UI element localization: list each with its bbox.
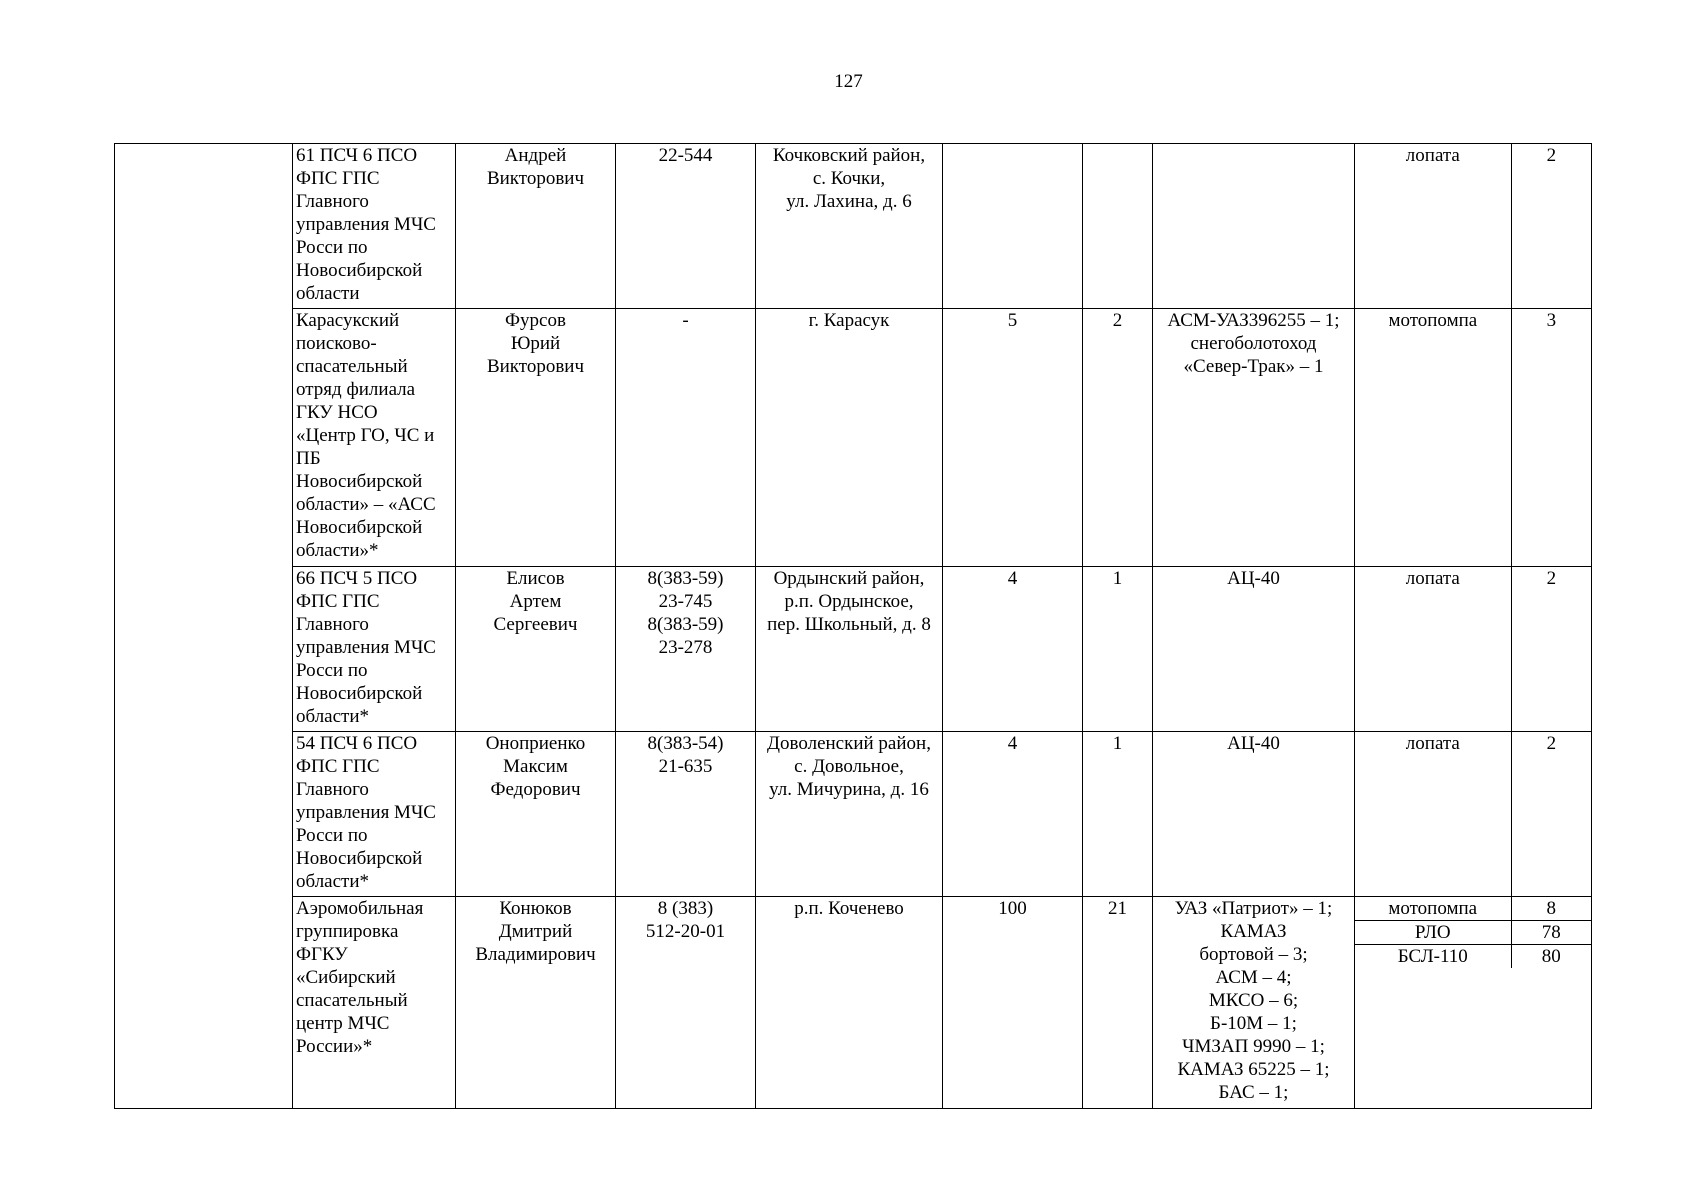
equipment-qty-cell: 80: [1541, 946, 1561, 967]
personnel-cell: [943, 144, 1083, 309]
personnel-cell: 4: [943, 732, 1083, 897]
personnel-cell: 5: [943, 309, 1083, 567]
units-cell: [1083, 144, 1153, 309]
personnel-cell: 100: [943, 897, 1083, 1109]
equipment-qty-cell: 3: [1511, 309, 1591, 567]
phone-cell: 8 (383) 512-20-01: [616, 897, 756, 1109]
vehicles-cell: АЦ-40: [1153, 732, 1355, 897]
organization-cell: Карасукский поисково- спасательный отряд филиала ГКУ НСО «Центр ГО, ЧС и ПБ Новосибирской области» – «АСС Новосибирской области»*: [293, 309, 456, 567]
address-cell: Кочковский район, с. Кочки, ул. Лахина, д. 6: [756, 144, 943, 309]
table-row: [115, 897, 1592, 1109]
page-number: 127: [834, 71, 863, 92]
organization-cell: 54 ПСЧ 6 ПСО ФПС ГПС Главного управления МЧС Росси по Новосибирской области*: [293, 732, 456, 897]
units-cell: 1: [1083, 732, 1153, 897]
address-cell: Доволенский район, с. Довольное, ул. Мичурина, д. 16: [756, 732, 943, 897]
phone-cell: 8(383-59) 23-745 8(383-59) 23-278: [616, 567, 756, 732]
equipment-qty-cell: 2: [1511, 732, 1591, 897]
equipment-name-cell: лопата: [1355, 732, 1512, 897]
units-cell: 21: [1083, 897, 1153, 1109]
organization-cell: 66 ПСЧ 5 ПСО ФПС ГПС Главного управления МЧС Росси по Новосибирской области*: [293, 567, 456, 732]
phone-cell: -: [616, 309, 756, 567]
equipment-row: [1355, 921, 1591, 945]
equipment-name-cell: РЛО: [1355, 921, 1511, 945]
head-name-cell: Конюков Дмитрий Владимирович: [456, 897, 616, 1109]
organization-cell: 61 ПСЧ 6 ПСО ФПС ГПС Главного управления МЧС Росси по Новосибирской области: [293, 144, 456, 309]
table-row: [115, 567, 1592, 732]
phone-cell: 22-544: [616, 144, 756, 309]
equipment-name-cell: мотопомпа: [1355, 309, 1512, 567]
equipment-name-cell: лопата: [1355, 144, 1512, 309]
vehicles-cell: [1153, 144, 1355, 309]
organization-cell: Аэромобильная группировка ФГКУ «Сибирский спасательный центр МЧС России»*: [293, 897, 456, 1109]
personnel-cell: 4: [943, 567, 1083, 732]
vehicles-cell: УАЗ «Патриот» – 1; КАМАЗ бортовой – 3; АСМ – 4; МКСО – 6; Б-10М – 1; ЧМЗАП 9990 – 1; КАМАЗ 65225 – 1; БАС – 1;: [1153, 897, 1355, 1109]
equipment-name-cell: БСЛ-110: [1355, 945, 1511, 969]
table-row: [115, 732, 1592, 897]
equipment-qty-cell: 8: [1511, 897, 1591, 921]
equipment-name-cell: лопата: [1355, 567, 1512, 732]
equipment-qty-cell: 78: [1511, 921, 1591, 945]
units-cell: 1: [1083, 567, 1153, 732]
address-cell: р.п. Коченево: [756, 897, 943, 1109]
vehicles-cell: АСМ-УАЗ396255 – 1; снегоболотоход «Север-Трак» – 1: [1153, 309, 1355, 567]
region-cell: [115, 144, 293, 1109]
equipment-row: [1355, 897, 1591, 921]
address-cell: г. Карасук: [756, 309, 943, 567]
head-name-cell: Елисов Артем Сергеевич: [456, 567, 616, 732]
phone-cell: 8(383-54) 21-635: [616, 732, 756, 897]
vehicles-cell: АЦ-40: [1153, 567, 1355, 732]
equipment-qty-cell: 2: [1511, 567, 1591, 732]
head-name-cell: Фурсов Юрий Викторович: [456, 309, 616, 567]
equipment-list: [1355, 897, 1591, 968]
head-name-cell: Андрей Викторович: [456, 144, 616, 309]
equipment-row: [1355, 945, 1591, 969]
units-cell: 2: [1083, 309, 1153, 567]
table-row: [115, 144, 1592, 309]
equipment-qty-cell: 2: [1511, 144, 1591, 309]
table-row: [115, 309, 1592, 567]
head-name-cell: Оноприенко Максим Федорович: [456, 732, 616, 897]
resources-table: [114, 143, 1592, 1109]
equipment-list-cell: [1355, 897, 1592, 1109]
equipment-name-cell: мотопомпа: [1355, 897, 1511, 921]
address-cell: Ордынский район, р.п. Ордынское, пер. Школьный, д. 8: [756, 567, 943, 732]
